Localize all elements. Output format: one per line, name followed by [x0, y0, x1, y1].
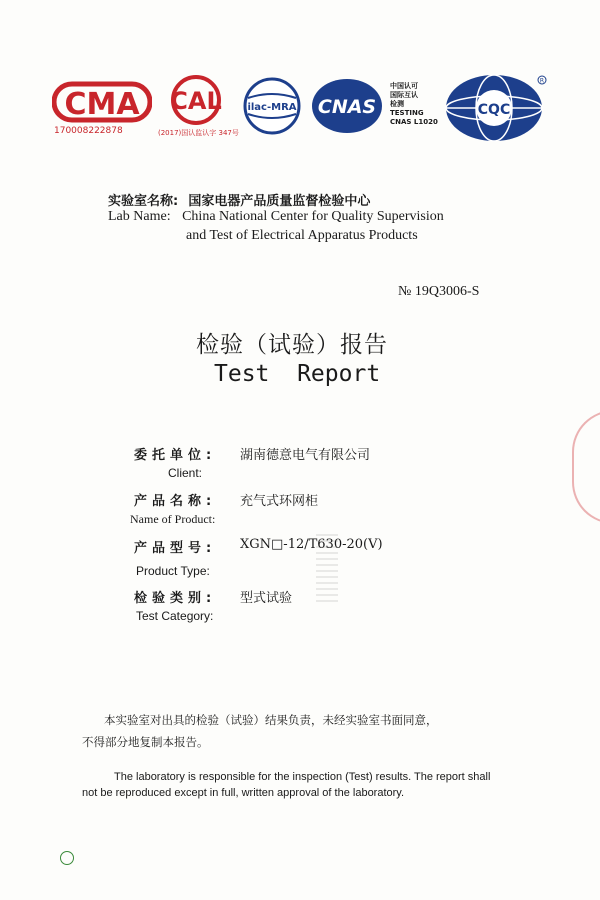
report-title-en: Test Report: [214, 361, 381, 387]
cnas-mark-icon: [310, 76, 384, 136]
client-value: 湖南德意电气有限公司: [240, 448, 371, 463]
logo-row: [0, 60, 600, 160]
ilac-logo: [238, 76, 306, 136]
cma-number: 170008222878: [54, 126, 123, 136]
lab-name-cn-row: [108, 190, 370, 209]
cqc-logo: [444, 72, 548, 144]
report-number: № 19Q3006-S: [398, 284, 480, 299]
cnas-line1: 中国认可: [390, 82, 418, 90]
test-category-label-cn: 检验类别:: [134, 591, 217, 606]
green-circle-mark: [60, 851, 74, 865]
cma-mark-icon: [52, 78, 152, 126]
cnas-line3: 检测: [390, 100, 404, 108]
statement-en-line2: not be reproduced except in full, written approval of the laboratory.: [82, 787, 405, 799]
svg-text:R: R: [539, 77, 545, 85]
client-label-cn: 委托单位:: [134, 448, 217, 463]
cnas-text: CNAS: [317, 96, 377, 118]
cnas-line2: 国际互认: [390, 91, 418, 99]
cal-logo: [158, 74, 239, 144]
ilac-text: ilac-MRA: [247, 102, 297, 113]
lab-name-en-line2: and Test of Electrical Apparatus Products: [186, 228, 418, 243]
product-name-value: 充气式环网柜: [240, 494, 319, 509]
statement-cn-line1: 本实验室对出具的检验（试验）结果负责，未经实验室书面同意，: [104, 713, 438, 727]
cnas-accreditation-text: [390, 82, 438, 127]
product-name-label-cn: 产品名称:: [134, 494, 217, 509]
client-label-en: Client:: [168, 466, 203, 480]
cnas-line5: CNAS L1020: [390, 118, 438, 126]
statement-cn-line2: 不得部分地复制本报告。: [82, 735, 209, 749]
cma-text: CMA: [64, 87, 140, 122]
lab-name-cn: 国家电器产品质量监督检验中心: [188, 194, 371, 209]
cqc-text: CQC: [477, 102, 511, 118]
lab-name-en-line1: China National Center for Quality Supervision: [182, 209, 444, 224]
lab-label-cn: 实验室名称:: [108, 194, 179, 209]
cnas-logo: [310, 76, 384, 136]
product-type-label-cn: 产品型号:: [134, 541, 217, 556]
test-category-label-en: Test Category:: [136, 609, 214, 623]
cal-text: CAL: [170, 87, 222, 115]
edge-seal-fragment: [572, 410, 600, 524]
lab-name-en-row: [108, 209, 444, 225]
test-category-value: 型式试验: [240, 591, 293, 606]
cnas-line4: TESTING: [390, 109, 424, 117]
cal-mark-icon: [158, 74, 234, 126]
ilac-mark-icon: [238, 76, 306, 136]
product-name-label-en: Name of Product:: [130, 512, 216, 526]
lab-label-en: Lab Name:: [108, 209, 171, 224]
faint-stamp-mark: [316, 532, 338, 602]
product-type-value: XGN□-12/T630-20(V): [240, 537, 383, 552]
cqc-globe-icon: [444, 72, 548, 144]
report-title-cn: 检验（试验）报告: [196, 332, 388, 358]
product-type-label-en: Product Type:: [136, 564, 210, 578]
cma-logo: [52, 78, 152, 138]
statement-en-line1: The laboratory is responsible for the inspection (Test) results. The report shall: [114, 771, 491, 783]
cal-caption: (2017)国认监认字 347号: [158, 129, 239, 137]
